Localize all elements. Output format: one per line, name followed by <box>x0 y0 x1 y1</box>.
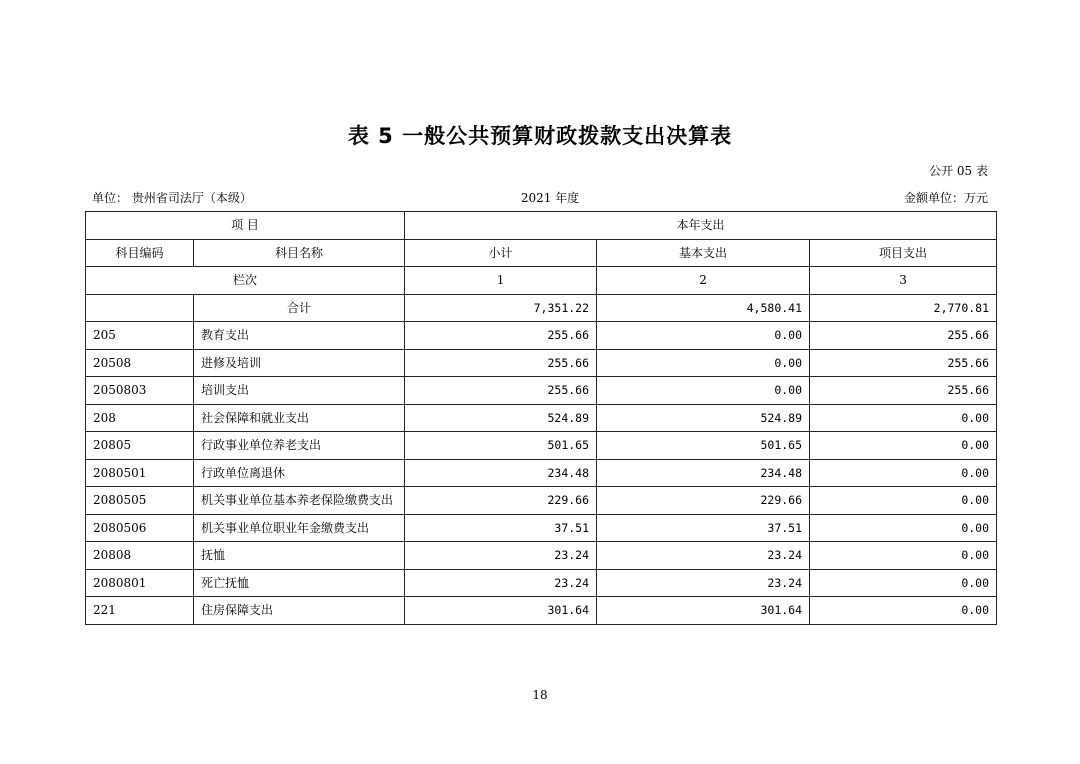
row-subtotal: 255.66 <box>405 349 597 377</box>
row-subtotal: 229.66 <box>405 487 597 515</box>
header-row-index <box>86 267 997 295</box>
row-name: 教育支出 <box>194 322 405 350</box>
total-label: 合计 <box>194 294 405 322</box>
row-subtotal: 234.48 <box>405 459 597 487</box>
row-subtotal: 23.24 <box>405 542 597 570</box>
row-name: 进修及培训 <box>194 349 405 377</box>
table-row <box>86 487 997 515</box>
row-project: 0.00 <box>810 514 997 542</box>
expenditure-table <box>85 211 997 625</box>
row-name: 住房保障支出 <box>194 597 405 625</box>
currency-unit: 金额单位：万元 <box>903 191 988 205</box>
row-code: 20508 <box>86 349 194 377</box>
row-basic: 23.24 <box>597 569 810 597</box>
header-item: 项 目 <box>86 212 405 240</box>
row-name: 抚恤 <box>194 542 405 570</box>
row-project: 0.00 <box>810 432 997 460</box>
row-project: 255.66 <box>810 349 997 377</box>
total-basic: 4,580.41 <box>597 294 810 322</box>
header-row-1 <box>86 212 997 240</box>
table-row <box>86 569 997 597</box>
row-subtotal: 255.66 <box>405 322 597 350</box>
row-code: 208 <box>86 404 194 432</box>
table-row <box>86 349 997 377</box>
row-code: 20805 <box>86 432 194 460</box>
row-name: 机关事业单位职业年金缴费支出 <box>194 514 405 542</box>
row-code: 2080501 <box>86 459 194 487</box>
row-basic: 301.64 <box>597 597 810 625</box>
row-project: 0.00 <box>810 569 997 597</box>
row-basic: 0.00 <box>597 349 810 377</box>
row-subtotal: 37.51 <box>405 514 597 542</box>
row-name: 死亡抚恤 <box>194 569 405 597</box>
row-project: 255.66 <box>810 377 997 405</box>
row-name: 行政事业单位养老支出 <box>194 432 405 460</box>
table-row <box>86 514 997 542</box>
row-project: 0.00 <box>810 542 997 570</box>
header-idx-2: 2 <box>597 267 810 295</box>
table-row <box>86 597 997 625</box>
row-subtotal: 301.64 <box>405 597 597 625</box>
table-row <box>86 542 997 570</box>
row-subtotal: 524.89 <box>405 404 597 432</box>
table-row <box>86 377 997 405</box>
row-project: 0.00 <box>810 597 997 625</box>
row-basic: 229.66 <box>597 487 810 515</box>
row-code: 2050803 <box>86 377 194 405</box>
row-name: 培训支出 <box>194 377 405 405</box>
row-name: 社会保障和就业支出 <box>194 404 405 432</box>
table-row <box>86 404 997 432</box>
row-project: 255.66 <box>810 322 997 350</box>
row-code: 2080505 <box>86 487 194 515</box>
row-basic: 0.00 <box>597 377 810 405</box>
row-basic: 501.65 <box>597 432 810 460</box>
total-subtotal: 7,351.22 <box>405 294 597 322</box>
header-basic: 基本支出 <box>597 239 810 267</box>
header-project: 项目支出 <box>810 239 997 267</box>
row-project: 0.00 <box>810 404 997 432</box>
page-title: 表 5 一般公共预算财政拨款支出决算表 <box>347 124 733 148</box>
table-row <box>86 459 997 487</box>
row-basic: 524.89 <box>597 404 810 432</box>
row-subtotal: 23.24 <box>405 569 597 597</box>
row-code: 205 <box>86 322 194 350</box>
row-project: 0.00 <box>810 459 997 487</box>
row-name: 机关事业单位基本养老保险缴费支出 <box>194 487 405 515</box>
row-code: 221 <box>86 597 194 625</box>
reporting-unit: 单位： 贵州省司法厅（本级） <box>92 191 252 205</box>
header-name: 科目名称 <box>194 239 405 267</box>
row-basic: 234.48 <box>597 459 810 487</box>
row-subtotal: 501.65 <box>405 432 597 460</box>
form-number: 公开 05 表 <box>929 164 988 178</box>
header-subtotal: 小计 <box>405 239 597 267</box>
row-basic: 0.00 <box>597 322 810 350</box>
total-row <box>86 294 997 322</box>
row-basic: 37.51 <box>597 514 810 542</box>
header-row-2 <box>86 239 997 267</box>
row-subtotal: 255.66 <box>405 377 597 405</box>
row-name: 行政单位离退休 <box>194 459 405 487</box>
header-col-index: 栏次 <box>86 267 405 295</box>
header-idx-1: 1 <box>405 267 597 295</box>
row-code: 20808 <box>86 542 194 570</box>
row-project: 0.00 <box>810 487 997 515</box>
row-basic: 23.24 <box>597 542 810 570</box>
header-idx-3: 3 <box>810 267 997 295</box>
header-code: 科目编码 <box>86 239 194 267</box>
row-code: 2080801 <box>86 569 194 597</box>
table-row <box>86 432 997 460</box>
header-current-year: 本年支出 <box>405 212 997 240</box>
total-code <box>86 294 194 322</box>
fiscal-year: 2021 年度 <box>520 191 580 205</box>
table-row <box>86 322 997 350</box>
page-number: 18 <box>532 688 548 702</box>
total-project: 2,770.81 <box>810 294 997 322</box>
row-code: 2080506 <box>86 514 194 542</box>
